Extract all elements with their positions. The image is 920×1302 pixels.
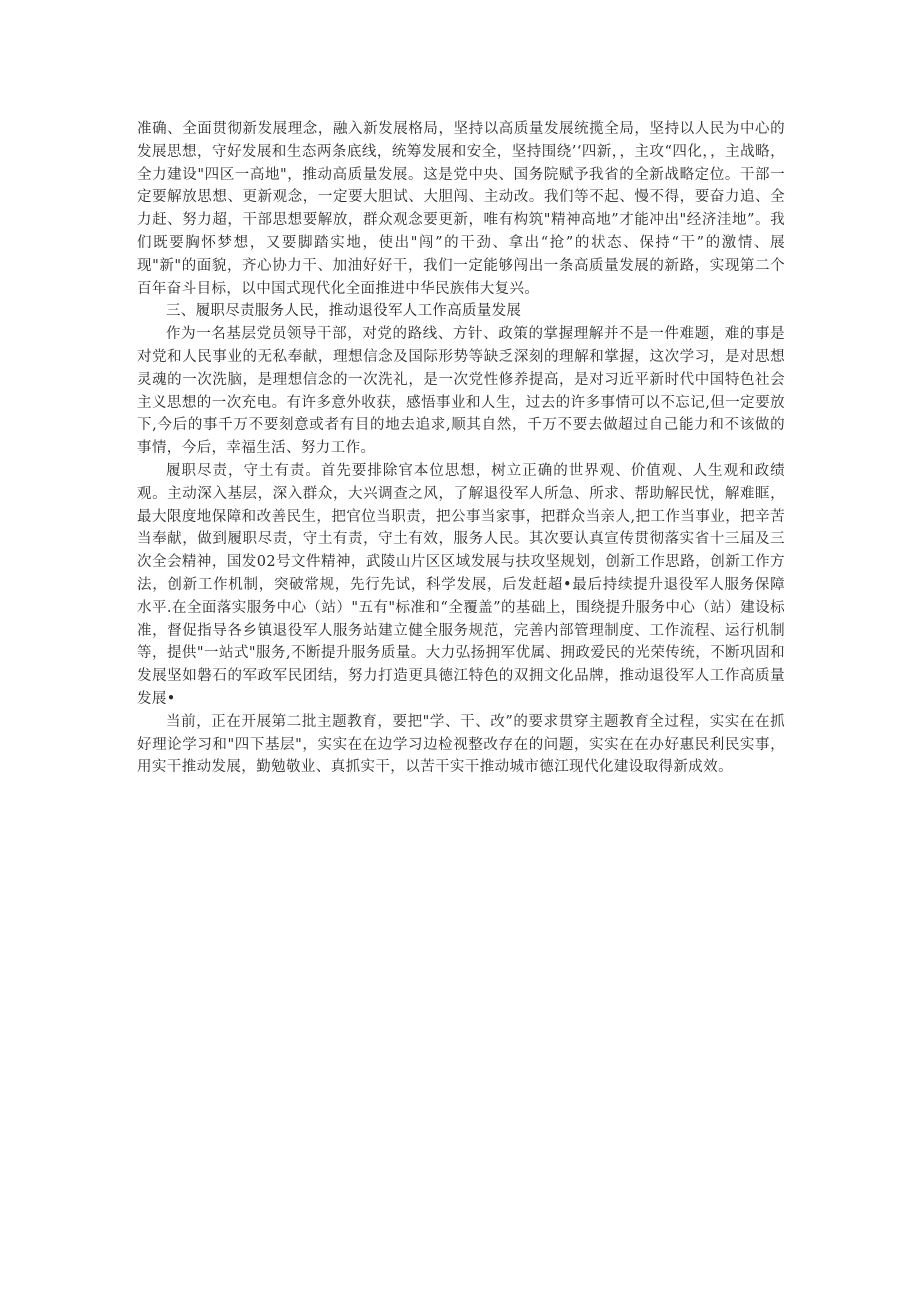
paragraph-continued: 准确、全面贯彻新发展理念，融入新发展格局，坚持以高质量发展统揽全局，坚持以人民为中心的发展思想，守好发展和生态两条底线，统筹发展和安全，坚持围绕’‘四新，，主攻“四化，，主战略，全力建设"四区一高地"，推动高质量发展。这是党中央、国务院赋予我省的全新战略定位。干部一定要解放思想、更新观念，一定要大胆试、大胆闯、主动改。我们等不起、慢不得，要奋力追、全力赶、努力超，干部思想要解放，群众观念要更新，唯有构筑"精神高地”才能冲出"经济洼地”。我们既要胸怀梦想，又要脚踏实地，使出"闯”的干劲、拿出“抢”的状态、保持“干”的激情、展现"新"的面貌，齐心协力干、加油好好干，我们一定能够闯出一条高质量发展的新路，实现第二个百年奋斗目标，以中国式现代化全面推进中华民族伟大复兴。: [137, 121, 785, 297]
section-heading-3: 三、履职尽责服务人民，推动退役军人工作高质量发展: [166, 303, 522, 320]
paragraph-current-education: 当前，正在开展第二批主题教育，要把"学、干、改”的要求贯穿主题教育全过程，实实在在抓好理论学习和"四下基层"，实实在在边学习边检视整改存在的问题，实实在在办好惠民利民实事，用实干推动发展，勤勉敬业、真抓实干，以苦干实干推动城市德江现代化建设取得新成效。: [137, 713, 785, 776]
document-body: [137, 118, 785, 779]
paragraph-duty: 履职尽责，守土有责。首先要排除官本位思想，树立正确的世界观、价值观、人生观和政绩观。主动深入基层，深入群众，大兴调查之风，了解退役军人所急、所求、帮助解民忧，解难眶，最大限度地保障和改善民生，把官位当职责，把公事当家事，把群众当亲人,把工作当事业，把辛苦当奉献，做到履职尽责，守土有责，守土有效，服务人民。其次要认真宣传贯彻落实省十三届及三次全会精神，国发02号文件精神，武陵山片区区域发展与扶攻坚规划，创新工作思路，创新工作方法，创新工作机制，突破常规，先行先试，科学发展，后发赶超•最后持续提升退役军人服务保障水平.在全面落实服务中心（站）"五有"标准和“全覆盖”的基础上，围绕提升服务中心（站）建设标准，督促指导各乡镇退役军人服务站建立健全服务规范，完善内部管理制度、工作流程、运行机制等，提供"一站式"服务,不断提升服务质量。大力弘扬拥军优属、拥政爱民的光荣传统，不断巩固和发展坚如磐石的军政军民团结，努力打造更具德江特色的双拥文化品牌，推动退役军人工作高质量发展•: [137, 462, 785, 707]
paragraph-study-reflection: 作为一名基层党员领导干部，对党的路线、方针、政策的掌握理解并不是一件难题，难的事是对党和人民事业的无私奉献，理想信念及国际形势等缺乏深刻的理解和掌握，这次学习，是对思想灵魂的一次洗脑，是理想信念的一次洗礼，是一次党性修养提高，是对习近平新时代中国特色社会主义思想的一次充电。有许多意外收获，感悟事业和人生，过去的许多事情可以不忘记,但一定要放下,今后的事千万不要刻意或者有目的地去追求,顺其自然，千万不要去做超过自己能力和不该做的事情，今后，幸福生活、努力工作。: [137, 326, 785, 457]
